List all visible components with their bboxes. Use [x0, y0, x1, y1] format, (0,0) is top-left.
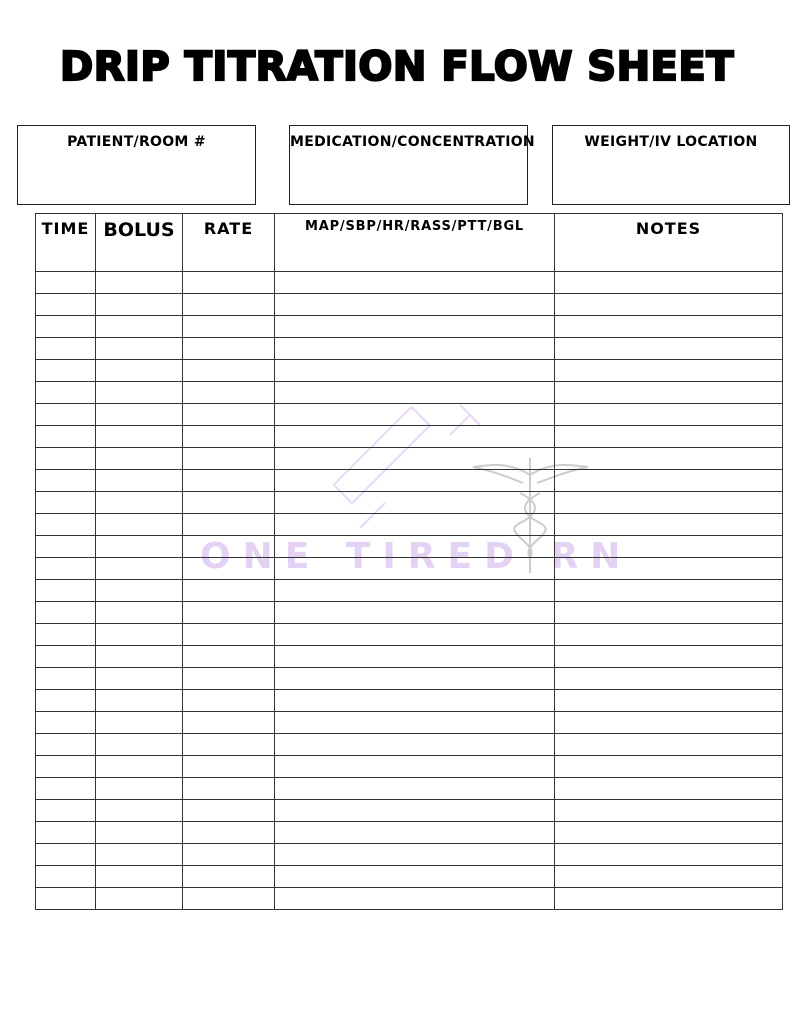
cell-notes[interactable] [555, 580, 783, 602]
cell-time[interactable] [36, 800, 96, 822]
cell-time[interactable] [36, 734, 96, 756]
table-row [36, 536, 783, 558]
cell-time[interactable] [36, 426, 96, 448]
cell-time[interactable] [36, 690, 96, 712]
cell-notes[interactable] [555, 624, 783, 646]
cell-bolus[interactable] [96, 514, 183, 536]
cell-rate[interactable] [183, 602, 275, 624]
cell-notes[interactable] [555, 756, 783, 778]
cell-bolus[interactable] [96, 294, 183, 316]
cell-vitals[interactable] [275, 492, 555, 514]
cell-notes[interactable] [555, 866, 783, 888]
table-row [36, 360, 783, 382]
cell-bolus[interactable] [96, 734, 183, 756]
cell-time[interactable] [36, 712, 96, 734]
cell-rate[interactable] [183, 360, 275, 382]
table-row [36, 778, 783, 800]
titration-table [35, 213, 783, 910]
cell-time[interactable] [36, 536, 96, 558]
cell-rate[interactable] [183, 668, 275, 690]
cell-vitals[interactable] [275, 338, 555, 360]
cell-vitals[interactable] [275, 866, 555, 888]
cell-notes[interactable] [555, 558, 783, 580]
cell-notes[interactable] [555, 272, 783, 294]
cell-rate[interactable] [183, 778, 275, 800]
cell-notes[interactable] [555, 514, 783, 536]
table-row [36, 514, 783, 536]
cell-notes[interactable] [555, 316, 783, 338]
cell-vitals[interactable] [275, 756, 555, 778]
cell-vitals[interactable] [275, 580, 555, 602]
table-row [36, 844, 783, 866]
cell-vitals[interactable] [275, 646, 555, 668]
cell-time[interactable] [36, 668, 96, 690]
weight-iv-location-field[interactable] [552, 125, 790, 205]
cell-notes[interactable] [555, 646, 783, 668]
cell-time[interactable] [36, 646, 96, 668]
cell-bolus[interactable] [96, 800, 183, 822]
table-row [36, 272, 783, 294]
cell-time[interactable] [36, 602, 96, 624]
cell-notes[interactable] [555, 426, 783, 448]
cell-notes[interactable] [555, 294, 783, 316]
cell-vitals[interactable] [275, 382, 555, 404]
header-rate: RATE [183, 214, 275, 272]
cell-time[interactable] [36, 844, 96, 866]
cell-rate[interactable] [183, 338, 275, 360]
cell-time[interactable] [36, 866, 96, 888]
table-row [36, 690, 783, 712]
cell-bolus[interactable] [96, 888, 183, 910]
cell-notes[interactable] [555, 844, 783, 866]
cell-rate[interactable] [183, 514, 275, 536]
table-row [36, 316, 783, 338]
cell-notes[interactable] [555, 800, 783, 822]
table-row [36, 888, 783, 910]
cell-rate[interactable] [183, 382, 275, 404]
cell-bolus[interactable] [96, 382, 183, 404]
cell-bolus[interactable] [96, 844, 183, 866]
cell-time[interactable] [36, 316, 96, 338]
cell-vitals[interactable] [275, 602, 555, 624]
table-row [36, 712, 783, 734]
table-row [36, 602, 783, 624]
cell-notes[interactable] [555, 536, 783, 558]
table-row [36, 338, 783, 360]
table-row [36, 448, 783, 470]
cell-rate[interactable] [183, 316, 275, 338]
cell-time[interactable] [36, 756, 96, 778]
cell-bolus[interactable] [96, 426, 183, 448]
patient-room-field[interactable] [17, 125, 256, 205]
cell-vitals[interactable] [275, 404, 555, 426]
cell-time[interactable] [36, 294, 96, 316]
cell-bolus[interactable] [96, 404, 183, 426]
page-title: DRIP TITRATION FLOW SHEET [60, 44, 734, 90]
cell-vitals[interactable] [275, 470, 555, 492]
cell-bolus[interactable] [96, 866, 183, 888]
cell-vitals[interactable] [275, 558, 555, 580]
cell-time[interactable] [36, 448, 96, 470]
table-row [36, 580, 783, 602]
cell-vitals[interactable] [275, 690, 555, 712]
table-row [36, 470, 783, 492]
cell-notes[interactable] [555, 888, 783, 910]
table-row [36, 866, 783, 888]
cell-notes[interactable] [555, 822, 783, 844]
cell-notes[interactable] [555, 404, 783, 426]
cell-bolus[interactable] [96, 756, 183, 778]
cell-time[interactable] [36, 580, 96, 602]
cell-rate[interactable] [183, 580, 275, 602]
cell-vitals[interactable] [275, 448, 555, 470]
cell-rate[interactable] [183, 448, 275, 470]
cell-vitals[interactable] [275, 514, 555, 536]
cell-bolus[interactable] [96, 668, 183, 690]
cell-bolus[interactable] [96, 778, 183, 800]
cell-bolus[interactable] [96, 712, 183, 734]
cell-rate[interactable] [183, 272, 275, 294]
cell-vitals[interactable] [275, 360, 555, 382]
cell-bolus[interactable] [96, 360, 183, 382]
header-bolus: BOLUS [96, 214, 183, 272]
table-row [36, 756, 783, 778]
cell-bolus[interactable] [96, 448, 183, 470]
table-row [36, 558, 783, 580]
cell-rate[interactable] [183, 712, 275, 734]
cell-time[interactable] [36, 822, 96, 844]
cell-bolus[interactable] [96, 690, 183, 712]
table-row [36, 492, 783, 514]
cell-notes[interactable] [555, 690, 783, 712]
cell-time[interactable] [36, 382, 96, 404]
table-row [36, 382, 783, 404]
watermark-text: ONE TIRED RN [200, 536, 633, 577]
cell-bolus[interactable] [96, 624, 183, 646]
cell-bolus[interactable] [96, 272, 183, 294]
cell-notes[interactable] [555, 712, 783, 734]
table-row [36, 734, 783, 756]
cell-notes[interactable] [555, 448, 783, 470]
table-row [36, 624, 783, 646]
cell-notes[interactable] [555, 602, 783, 624]
cell-rate[interactable] [183, 624, 275, 646]
cell-bolus[interactable] [96, 470, 183, 492]
cell-time[interactable] [36, 558, 96, 580]
cell-time[interactable] [36, 624, 96, 646]
cell-bolus[interactable] [96, 602, 183, 624]
cell-rate[interactable] [183, 404, 275, 426]
cell-time[interactable] [36, 272, 96, 294]
cell-vitals[interactable] [275, 668, 555, 690]
cell-vitals[interactable] [275, 800, 555, 822]
table-header-row [36, 214, 783, 272]
cell-rate[interactable] [183, 426, 275, 448]
table-row [36, 646, 783, 668]
header-vitals: MAP/SBP/HR/RASS/PTT/BGL [275, 214, 555, 272]
patient-room-label: PATIENT/ROOM # [67, 134, 206, 150]
cell-rate[interactable] [183, 888, 275, 910]
cell-time[interactable] [36, 404, 96, 426]
cell-rate[interactable] [183, 800, 275, 822]
cell-vitals[interactable] [275, 316, 555, 338]
cell-rate[interactable] [183, 734, 275, 756]
medication-concentration-field[interactable] [289, 125, 535, 205]
cell-rate[interactable] [183, 294, 275, 316]
cell-vitals[interactable] [275, 888, 555, 910]
cell-rate[interactable] [183, 492, 275, 514]
cell-vitals[interactable] [275, 624, 555, 646]
cell-rate[interactable] [183, 866, 275, 888]
cell-time[interactable] [36, 360, 96, 382]
cell-rate[interactable] [183, 558, 275, 580]
cell-bolus[interactable] [96, 580, 183, 602]
cell-rate[interactable] [183, 646, 275, 668]
cell-time[interactable] [36, 514, 96, 536]
table-row [36, 294, 783, 316]
cell-time[interactable] [36, 338, 96, 360]
cell-bolus[interactable] [96, 558, 183, 580]
cell-time[interactable] [36, 888, 96, 910]
cell-notes[interactable] [555, 778, 783, 800]
cell-bolus[interactable] [96, 492, 183, 514]
cell-notes[interactable] [555, 492, 783, 514]
cell-bolus[interactable] [96, 316, 183, 338]
medication-concentration-label: MEDICATION/CONCENTRATION [290, 134, 535, 150]
weight-iv-location-label: WEIGHT/IV LOCATION [584, 134, 758, 150]
cell-rate[interactable] [183, 470, 275, 492]
cell-vitals[interactable] [275, 294, 555, 316]
table-row [36, 404, 783, 426]
cell-rate[interactable] [183, 844, 275, 866]
cell-time[interactable] [36, 470, 96, 492]
cell-vitals[interactable] [275, 778, 555, 800]
table-row [36, 668, 783, 690]
cell-time[interactable] [36, 492, 96, 514]
cell-bolus[interactable] [96, 536, 183, 558]
header-time: TIME [36, 214, 96, 272]
cell-vitals[interactable] [275, 734, 555, 756]
table-body [36, 272, 783, 910]
cell-bolus[interactable] [96, 646, 183, 668]
cell-vitals[interactable] [275, 272, 555, 294]
cell-notes[interactable] [555, 338, 783, 360]
cell-vitals[interactable] [275, 712, 555, 734]
cell-rate[interactable] [183, 822, 275, 844]
cell-bolus[interactable] [96, 822, 183, 844]
cell-time[interactable] [36, 778, 96, 800]
table-row [36, 426, 783, 448]
cell-bolus[interactable] [96, 338, 183, 360]
cell-vitals[interactable] [275, 426, 555, 448]
cell-vitals[interactable] [275, 536, 555, 558]
cell-vitals[interactable] [275, 844, 555, 866]
cell-rate[interactable] [183, 690, 275, 712]
table-row [36, 822, 783, 844]
cell-notes[interactable] [555, 470, 783, 492]
cell-notes[interactable] [555, 668, 783, 690]
cell-notes[interactable] [555, 734, 783, 756]
cell-vitals[interactable] [275, 822, 555, 844]
header-notes: NOTES [555, 214, 783, 272]
cell-notes[interactable] [555, 360, 783, 382]
table-row [36, 800, 783, 822]
cell-rate[interactable] [183, 536, 275, 558]
cell-notes[interactable] [555, 382, 783, 404]
cell-rate[interactable] [183, 756, 275, 778]
